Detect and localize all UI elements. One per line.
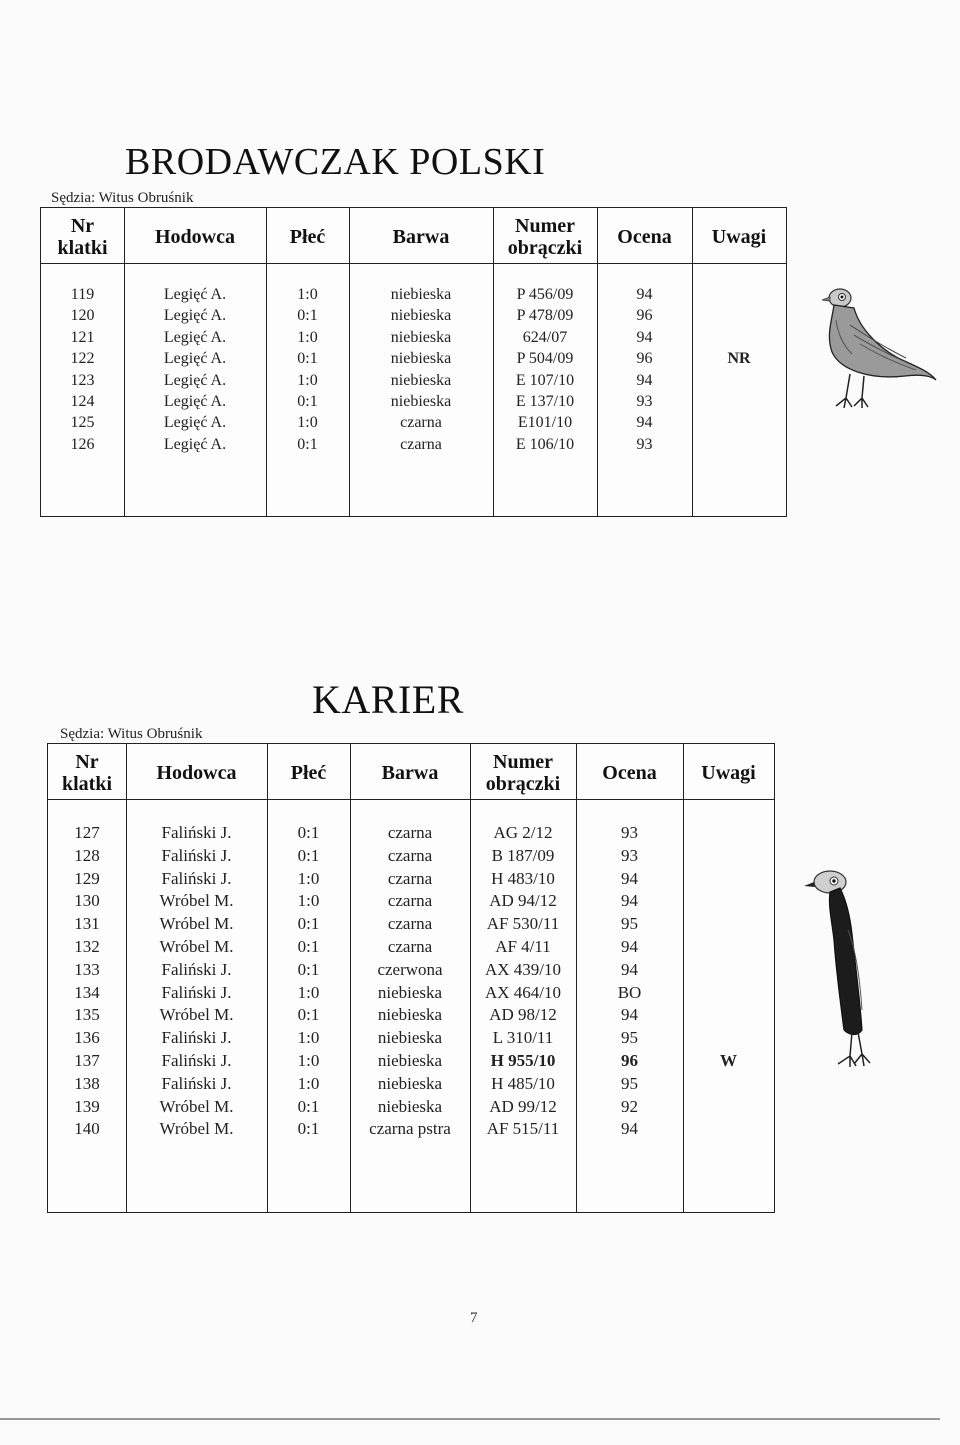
cell-color: niebieska <box>377 1096 443 1116</box>
cell-nr: 120 <box>70 307 95 325</box>
cell-sex: 0:1 <box>297 845 320 865</box>
cell-score: 94 <box>621 1119 638 1139</box>
cell-ring: AX 464/10 <box>484 982 562 1002</box>
cell-nr: 124 <box>70 393 95 410</box>
cell-breeder: Faliński J. <box>161 868 232 888</box>
header-nr <box>41 210 124 263</box>
cell-score: 94 <box>636 328 653 346</box>
cell-sex: 0:1 <box>297 937 320 956</box>
cell-breeder: Wróbel M. <box>159 1096 234 1116</box>
cell-ring: AD 94/12 <box>489 891 557 911</box>
cell-breeder: Legięć A. <box>163 328 227 346</box>
cell-nr: 122 <box>70 350 95 368</box>
page-number: 7 <box>470 1310 478 1326</box>
cell-ring: AG 2/12 <box>493 823 553 842</box>
cell-sex: 1:0 <box>297 1073 320 1093</box>
cell-sex: 0:1 <box>297 307 318 325</box>
cell-breeder: Faliński J. <box>161 982 232 1002</box>
header-notes: Uwagi <box>711 225 767 248</box>
cell-ring: E 106/10 <box>515 435 575 453</box>
header-ring-line2: obrączki <box>485 772 561 795</box>
header-ring-line1: Numer <box>493 750 553 773</box>
cell-note: W <box>720 1051 737 1070</box>
cell-ring: H 483/10 <box>491 868 555 888</box>
cell-nr: 139 <box>74 1096 100 1116</box>
cell-color: niebieska <box>377 1051 443 1070</box>
cell-breeder: Faliński J. <box>161 1073 232 1093</box>
cell-ring: AF 515/11 <box>486 1119 560 1139</box>
cell-sex: 1:0 <box>297 1028 320 1048</box>
cell-color: niebieska <box>390 371 452 389</box>
results-table-brodawczak <box>40 207 787 517</box>
results-table-karier <box>47 743 775 1213</box>
cell-breeder: Wróbel M. <box>159 937 234 956</box>
cell-ring: AD 99/12 <box>489 1096 557 1116</box>
cell-color: czarna <box>387 914 433 934</box>
header-divider <box>48 799 774 800</box>
section-title-karier: KARIER <box>312 677 464 722</box>
cell-breeder: Wróbel M. <box>159 1005 234 1025</box>
cell-sex: 0:1 <box>297 959 320 979</box>
cell-breeder: Faliński J. <box>161 1028 232 1048</box>
cell-breeder: Legięć A. <box>163 286 227 303</box>
header-sex: Płeć <box>289 225 326 248</box>
cell-color: niebieska <box>377 1028 443 1048</box>
cell-breeder: Legięć A. <box>163 414 227 432</box>
cell-sex: 1:0 <box>297 414 318 432</box>
cell-breeder: Faliński J. <box>161 1051 232 1070</box>
cell-score: 94 <box>621 959 638 979</box>
cell-nr: 129 <box>74 868 100 888</box>
cell-sex: 0:1 <box>297 1005 320 1025</box>
cell-ring: AX 439/10 <box>484 959 562 979</box>
pigeon-illustration-icon <box>800 860 910 1080</box>
cell-nr: 130 <box>74 891 100 911</box>
cell-breeder: Faliński J. <box>161 959 232 979</box>
header-sex: Płeć <box>290 761 327 784</box>
cell-color: czarna <box>387 845 433 865</box>
cell-score: 93 <box>621 823 638 842</box>
cell-nr: 127 <box>74 823 100 842</box>
cell-nr: 140 <box>74 1119 100 1139</box>
cell-note: NR <box>727 350 751 368</box>
cell-score: 93 <box>621 845 638 865</box>
cell-breeder: Legięć A. <box>163 371 227 389</box>
cell-score: 94 <box>636 414 653 432</box>
cell-ring: E 107/10 <box>515 371 575 389</box>
cell-color: czarna <box>387 937 433 956</box>
cell-score: 94 <box>621 891 638 911</box>
cell-sex: 1:0 <box>297 1051 320 1070</box>
cell-color: czarna <box>387 891 433 911</box>
cell-color: czarna <box>387 823 433 842</box>
cell-nr: 135 <box>74 1005 100 1025</box>
cell-score: 93 <box>636 393 653 410</box>
pigeon-illustration-icon <box>810 280 940 420</box>
header-nr-line1: Nr <box>70 214 95 237</box>
cell-breeder: Wróbel M. <box>159 914 234 934</box>
cell-ring: AD 98/12 <box>489 1005 557 1025</box>
cell-sex: 1:0 <box>297 328 318 346</box>
cell-score: 94 <box>636 286 653 303</box>
header-ring <box>493 210 597 263</box>
cell-ring: 624/07 <box>522 328 568 346</box>
cell-nr: 128 <box>74 845 100 865</box>
cell-color: niebieska <box>377 1005 443 1025</box>
header-color: Barwa <box>392 225 450 248</box>
cell-nr: 132 <box>74 937 100 956</box>
cell-score: 92 <box>621 1096 638 1116</box>
cell-breeder: Faliński J. <box>161 823 232 842</box>
bottom-rule <box>0 1418 940 1420</box>
cell-score: 95 <box>621 1028 638 1048</box>
cell-sex: 1:0 <box>297 891 320 911</box>
cell-score: 96 <box>636 307 653 325</box>
cell-breeder: Legięć A. <box>163 435 227 453</box>
cell-ring: E 137/10 <box>515 393 575 410</box>
header-nr-line2: klatki <box>61 772 113 795</box>
cell-color: niebieska <box>390 286 452 303</box>
cell-breeder: Legięć A. <box>163 307 227 325</box>
cell-sex: 0:1 <box>297 1119 320 1139</box>
cell-breeder: Legięć A. <box>163 350 227 368</box>
cell-ring: H 955/10 <box>490 1051 556 1070</box>
header-nr-line2: klatki <box>57 236 108 259</box>
header-nr <box>48 746 126 799</box>
cell-nr: 123 <box>70 371 95 389</box>
cell-score: BO <box>617 982 642 1002</box>
cell-sex: 0:1 <box>297 823 320 842</box>
cell-color: niebieska <box>390 328 452 346</box>
cell-ring: P 478/09 <box>516 307 574 325</box>
cell-color: czarna pstra <box>369 1119 451 1139</box>
cell-ring: P 456/09 <box>516 286 574 303</box>
header-notes: Uwagi <box>701 761 756 784</box>
header-divider <box>41 263 786 264</box>
cell-nr: 137 <box>74 1051 100 1070</box>
cell-breeder: Legięć A. <box>163 393 227 410</box>
cell-ring: P 504/09 <box>516 350 574 368</box>
cell-color: niebieska <box>377 1073 443 1093</box>
header-breeder: Hodowca <box>156 761 237 784</box>
cell-nr: 134 <box>74 982 100 1002</box>
cell-color: niebieska <box>390 307 452 325</box>
section-title-brodawczak: BRODAWCZAK POLSKI <box>125 141 546 183</box>
cell-sex: 0:1 <box>297 350 318 368</box>
header-ring-line2: obrączki <box>507 236 583 259</box>
cell-score: 96 <box>621 1051 638 1070</box>
cell-nr: 131 <box>74 914 100 934</box>
cell-nr: 133 <box>74 959 100 979</box>
cell-color: czarna <box>387 868 433 888</box>
cell-nr: 136 <box>74 1028 100 1048</box>
cell-score: 94 <box>636 371 653 389</box>
cell-ring: E101/10 <box>517 414 573 432</box>
cell-ring: B 187/09 <box>491 845 555 865</box>
cell-color: czerwona <box>377 959 443 979</box>
cell-sex: 1:0 <box>297 286 318 303</box>
cell-breeder: Wróbel M. <box>159 891 234 911</box>
cell-score: 95 <box>621 1073 638 1093</box>
cell-color: niebieska <box>390 393 452 410</box>
cell-ring: L 310/11 <box>492 1028 554 1048</box>
cell-color: czarna <box>400 435 442 453</box>
cell-nr: 119 <box>70 286 95 303</box>
cell-nr: 126 <box>70 435 95 453</box>
header-breeder: Hodowca <box>155 225 235 248</box>
cell-score: 93 <box>636 435 653 453</box>
cell-sex: 1:0 <box>297 371 318 389</box>
cell-sex: 0:1 <box>297 914 320 934</box>
header-score: Ocena <box>617 225 672 248</box>
cell-breeder: Faliński J. <box>161 845 232 865</box>
cell-sex: 1:0 <box>297 868 320 888</box>
column-divider <box>683 744 684 1212</box>
cell-sex: 0:1 <box>297 393 318 410</box>
header-score: Ocena <box>602 761 657 784</box>
judge-line: Sędzia: Witus Obruśnik <box>60 726 203 742</box>
header-ring-line1: Numer <box>515 214 575 237</box>
cell-color: czarna <box>400 414 442 432</box>
cell-ring: AF 530/11 <box>486 914 560 934</box>
header-color: Barwa <box>381 761 439 784</box>
cell-score: 94 <box>621 1005 638 1025</box>
cell-nr: 125 <box>70 414 95 432</box>
cell-nr: 121 <box>70 328 95 346</box>
cell-nr: 138 <box>74 1073 100 1093</box>
cell-score: 95 <box>621 914 638 934</box>
cell-sex: 1:0 <box>297 982 320 1002</box>
cell-color: niebieska <box>390 350 452 368</box>
cell-score: 94 <box>621 868 638 888</box>
cell-ring: AF 4/11 <box>495 937 551 956</box>
cell-score: 94 <box>621 937 638 956</box>
cell-score: 96 <box>636 350 653 368</box>
cell-sex: 0:1 <box>297 435 318 453</box>
judge-line: Sędzia: Witus Obruśnik <box>51 190 194 206</box>
cell-breeder: Wróbel M. <box>159 1119 234 1139</box>
cell-sex: 0:1 <box>297 1096 320 1116</box>
cell-ring: H 485/10 <box>491 1073 555 1093</box>
header-ring <box>470 746 576 799</box>
cell-color: niebieska <box>377 982 443 1002</box>
header-nr-line1: Nr <box>75 750 99 773</box>
